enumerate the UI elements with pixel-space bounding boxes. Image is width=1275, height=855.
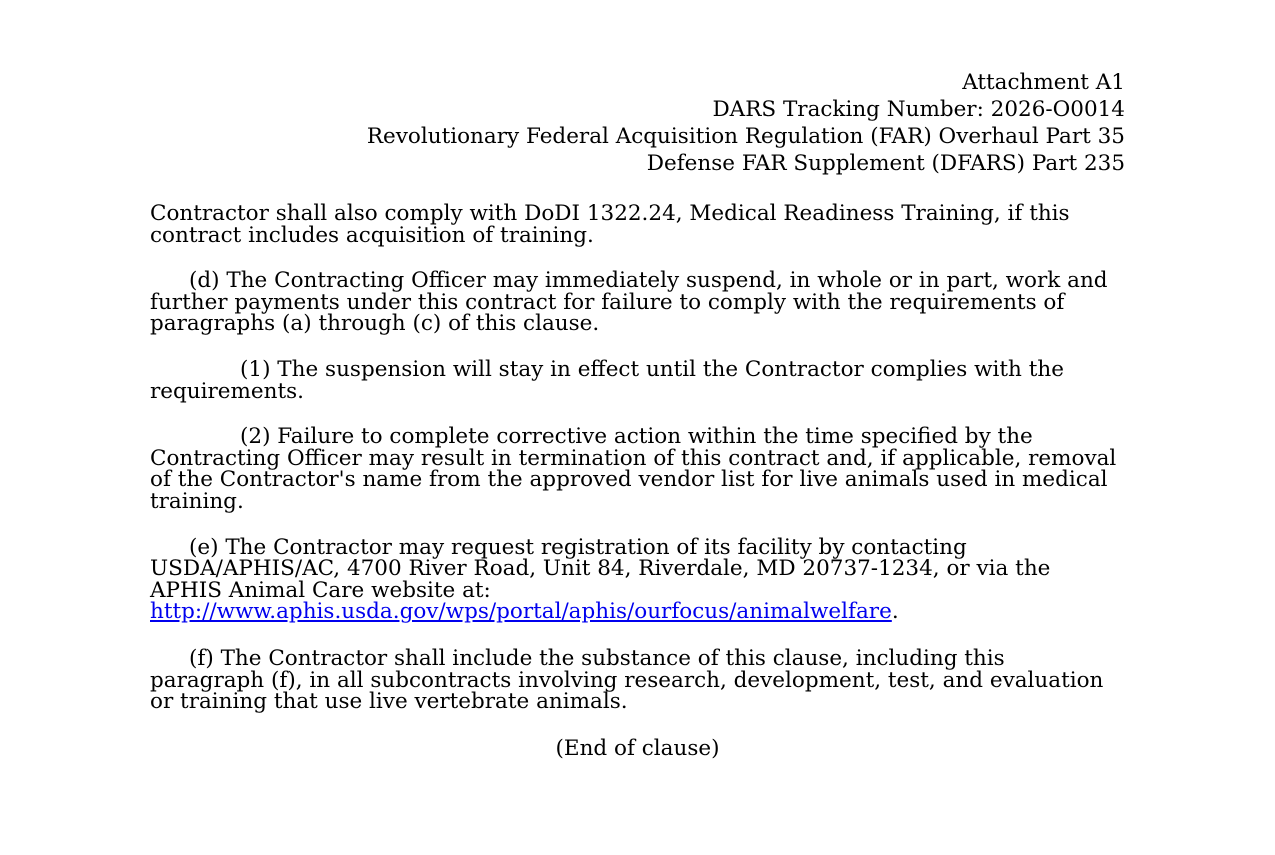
paragraph-e-text: (e) The Contractor may request registration of its facility by contacting USDA/APHIS/AC, 4700 River Road, Unit 84, Riverdale, MD 20737-1234, or via the APHIS Animal Care website at: [150,534,1051,603]
paragraph-d: (d) The Contracting Officer may immediately suspend, in whole or in part, work and further payments under this contract for failure to comply with the requirements of paragraphs (a) through (c) of this clause. [150,268,1108,337]
paragraph-f: (f) The Contractor shall include the substance of this clause, including this paragraph (f), in all subcontracts involving research, development, test, and evaluation or training that use live vertebrate animals. [150,645,1104,715]
document-header [150,69,1125,177]
paragraph-intro: Contractor shall also comply with DoDI 1322.24, Medical Readiness Training, if this contract includes acquisition of training. [150,201,1070,248]
end-of-clause: (End of clause) [555,735,720,761]
paragraph-e-end: . [891,599,899,625]
paragraph-d2: (2) Failure to complete corrective action within the time specified by the Contracting Officer may result in termination of this contract and, if applicable, removal of the Contractor's name from the approved vendor list for live animals used in medical training. [150,424,1117,514]
header-tracking-number: DARS Tracking Number: 2026-O0014 [712,97,1125,122]
paragraph-d1: (1) The suspension will stay in effect until the Contractor complies with the requirements. [150,356,1064,404]
header-far-part: Revolutionary Federal Acquisition Regulation (FAR) Overhaul Part 35 [366,124,1125,149]
paragraph-e [150,534,1125,625]
document-page [150,60,1125,759]
header-attachment: Attachment A1 [962,70,1125,95]
aphis-website-link[interactable]: http://www.aphis.usda.gov/wps/portal/aphis/ourfocus/animalwelfare [150,599,892,625]
document-body [150,203,1125,759]
header-dfars-part: Defense FAR Supplement (DFARS) Part 235 [646,151,1125,176]
